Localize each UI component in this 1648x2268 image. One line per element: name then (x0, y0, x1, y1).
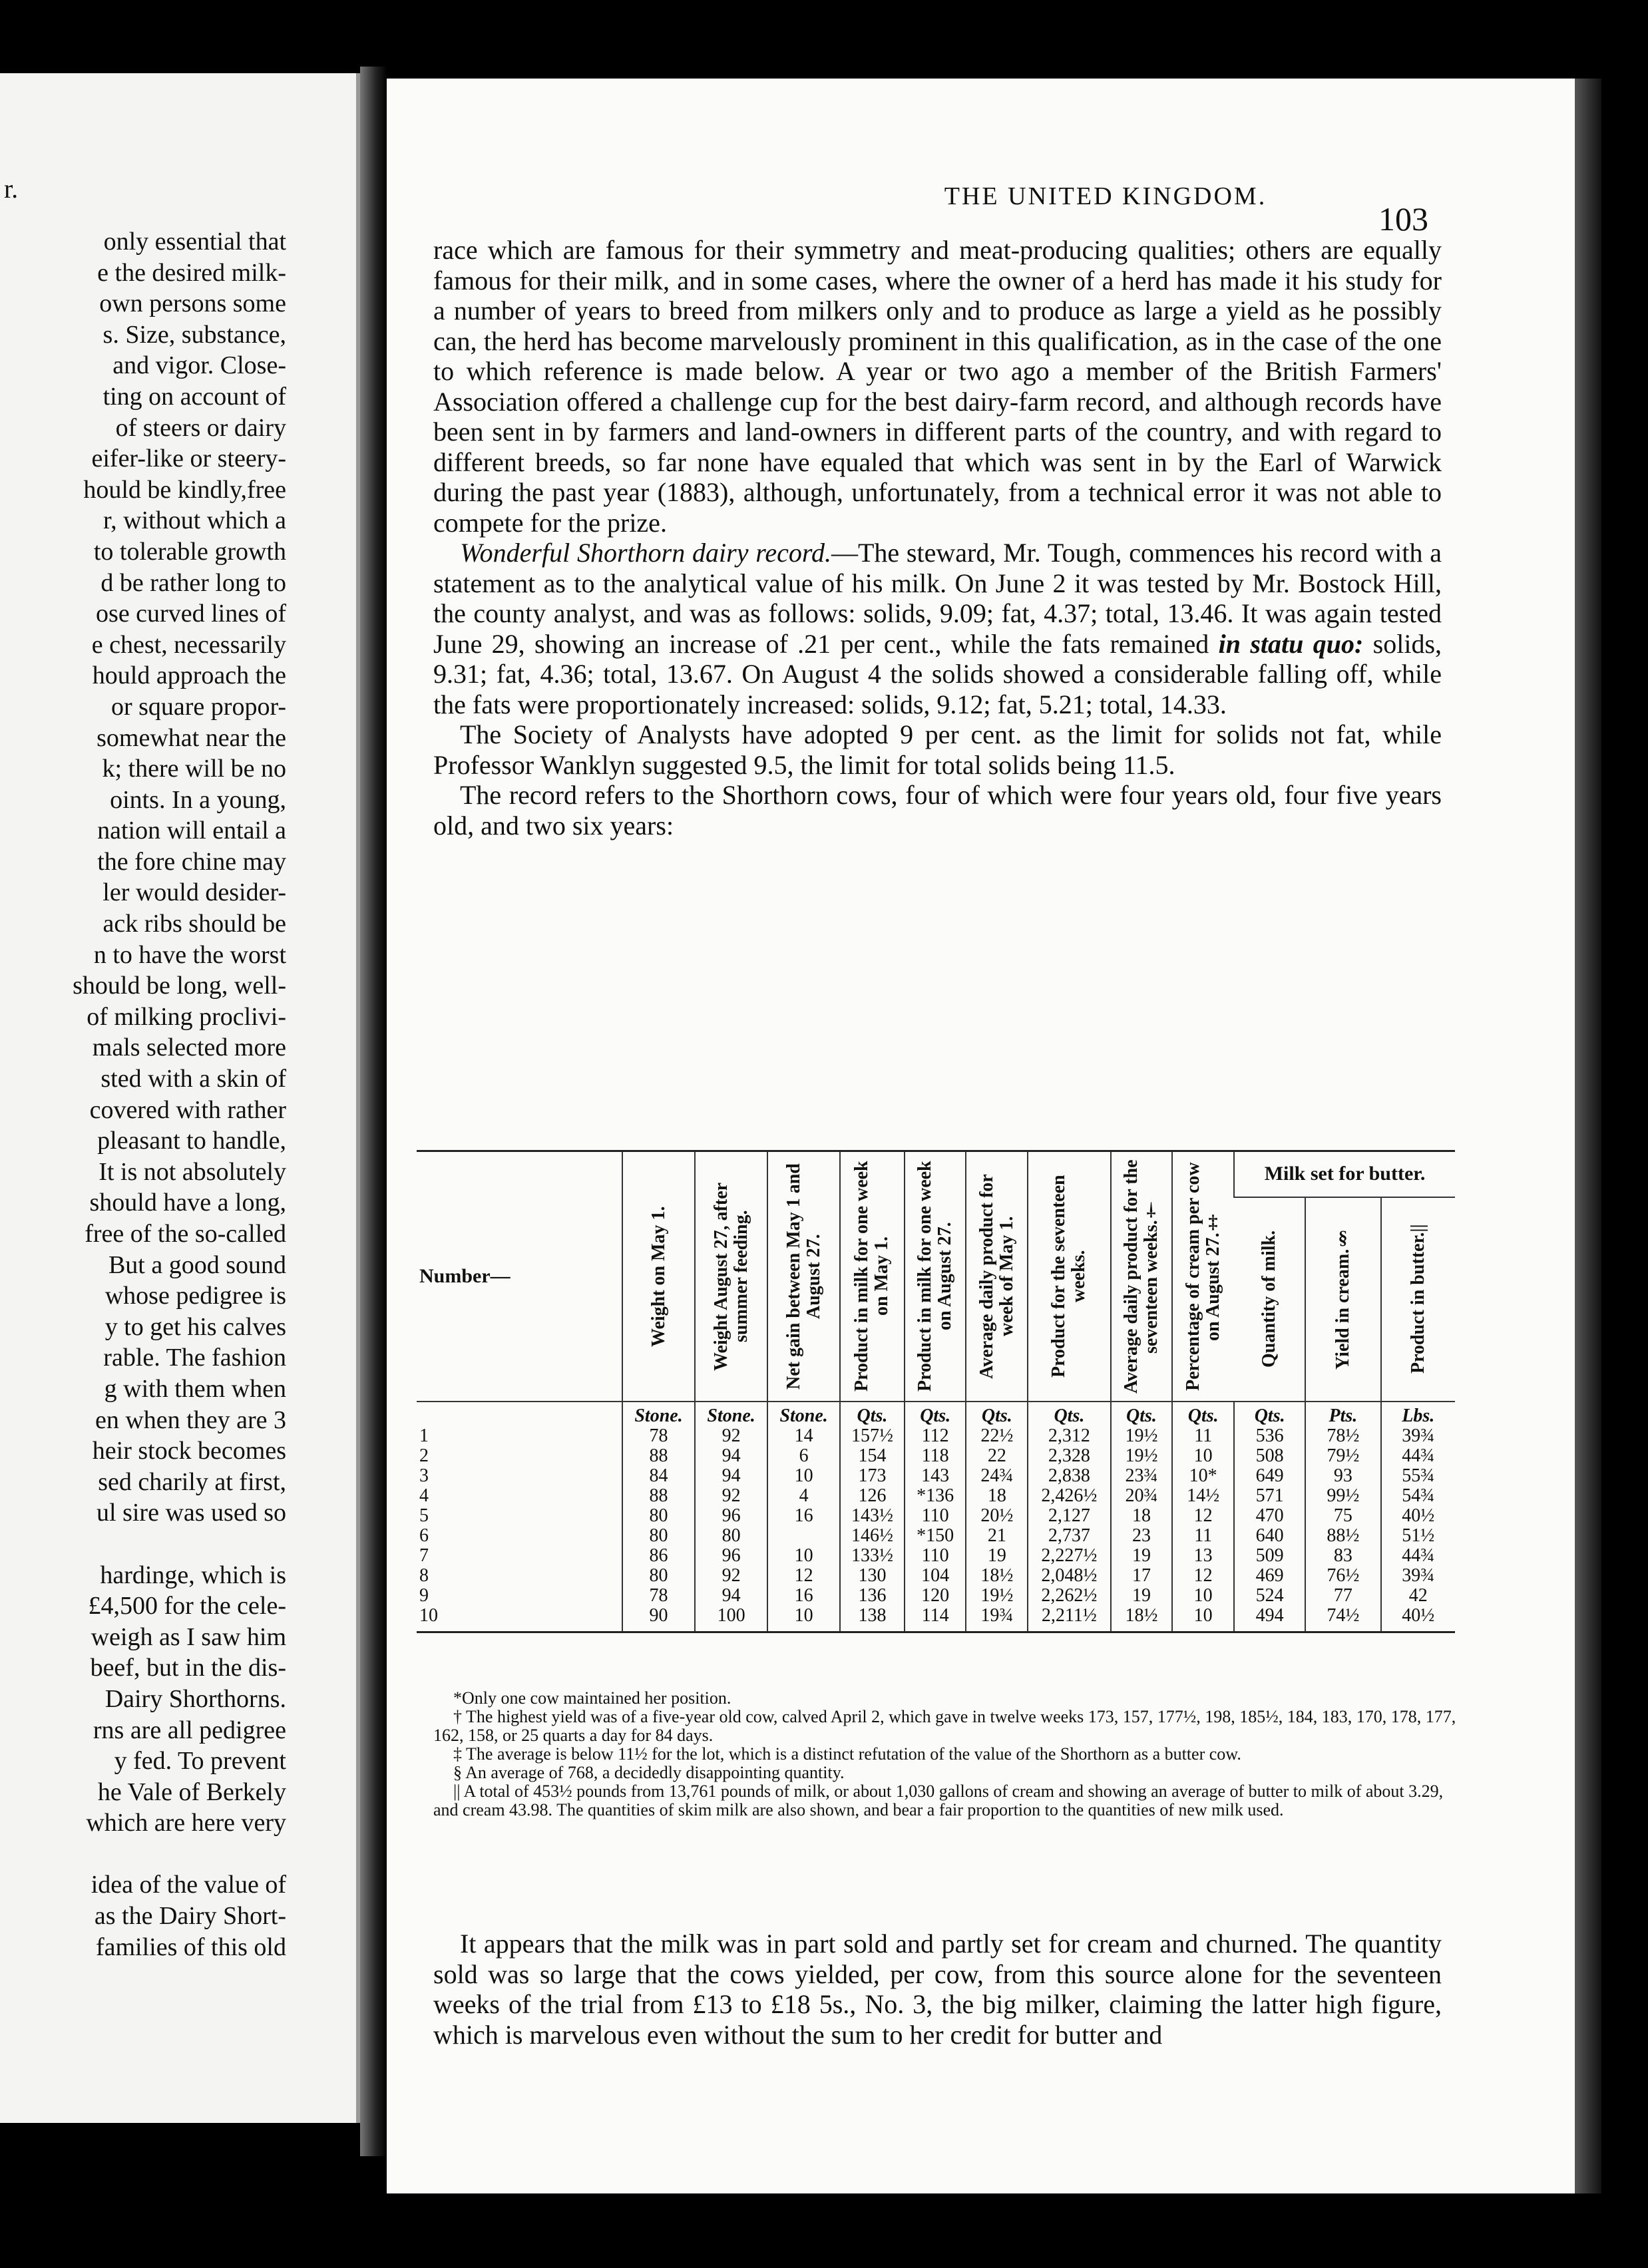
row-number: 4 (419, 1485, 429, 1506)
left-page-line: heir stock becomes (92, 1437, 286, 1465)
left-page-line: ting on account of (103, 382, 286, 411)
table-cell: 110 (905, 1546, 966, 1566)
left-page-line: Dairy Shorthorns. (104, 1684, 286, 1713)
table-cell: 12 (1172, 1506, 1234, 1526)
unit-label: Pts. (1305, 1402, 1380, 1426)
table-cell: 40½ (1381, 1506, 1455, 1526)
left-page-line: of steers or dairy (115, 413, 286, 442)
row-number: 3 (419, 1465, 429, 1486)
table-cell: 112 (905, 1426, 966, 1446)
table-cell: 19 (1111, 1586, 1173, 1606)
table-cell: 2,328 (1028, 1446, 1110, 1466)
col-header: Quantity of milk. (1234, 1197, 1305, 1402)
table-cell: 10* (1172, 1466, 1234, 1486)
row-number: 5 (419, 1505, 429, 1526)
left-page-line: y fed. To prevent (114, 1747, 286, 1776)
table-row (417, 1606, 1455, 1632)
unit-label: Qts. (1028, 1402, 1110, 1426)
table-cell: 90 (622, 1606, 695, 1632)
table-cell: 94 (695, 1586, 767, 1606)
left-page-line: idea of the value of (91, 1871, 286, 1899)
table-cell: 12 (767, 1566, 840, 1586)
left-page-line: weigh as I saw him (91, 1622, 286, 1651)
table-cell: 17 (1111, 1566, 1173, 1586)
body-text (433, 235, 1442, 841)
table-cell: 86 (622, 1546, 695, 1566)
table-row (417, 1486, 1455, 1506)
col-header: Weight August 27, after summer feeding. (695, 1151, 767, 1402)
dairy-record-table (417, 1150, 1455, 1633)
table-cell: 93 (1305, 1466, 1380, 1486)
table-cell: 18 (966, 1486, 1028, 1506)
table-row (417, 1566, 1455, 1586)
table-cell: 92 (695, 1426, 767, 1446)
table-cell: 19½ (1111, 1426, 1173, 1446)
left-page-line: own persons some (99, 289, 286, 318)
table-cell: 10 (1172, 1586, 1234, 1606)
table-cell: 10 (1172, 1606, 1234, 1632)
table-cell: 120 (905, 1586, 966, 1606)
table-cell: 14½ (1172, 1486, 1234, 1506)
left-page-line: hardinge, which is (100, 1561, 286, 1589)
table-cell: 20¾ (1111, 1486, 1173, 1506)
left-page-line: pleasant to handle, (97, 1127, 286, 1155)
table-cell: 10 (1172, 1446, 1234, 1466)
table-cell: *150 (905, 1526, 966, 1546)
col-header: Percentage of cream per cow on August 27.‡ (1172, 1151, 1234, 1402)
col-header: Weight on May 1. (622, 1151, 695, 1402)
table-cell: 84 (622, 1466, 695, 1486)
footnote: *Only one cow maintained her position. (453, 1688, 731, 1708)
table-row (417, 1466, 1455, 1486)
table-cell: 173 (840, 1466, 905, 1486)
left-page-line: should have a long, (89, 1189, 286, 1217)
table-cell: 18 (1111, 1506, 1173, 1526)
table-cell: 2,838 (1028, 1466, 1110, 1486)
table-row (417, 1506, 1455, 1526)
left-page-mark: r. (4, 174, 19, 204)
number-header: Number— (417, 1151, 622, 1402)
left-page-line: g with them when (104, 1374, 286, 1403)
table-cell: 13 (1172, 1546, 1234, 1566)
table-row (417, 1586, 1455, 1606)
left-page-line: of milking proclivi- (87, 1002, 286, 1031)
table-cell: 19½ (966, 1586, 1028, 1606)
table-cell: 14 (767, 1426, 840, 1446)
table-cell: 40½ (1381, 1606, 1455, 1632)
left-page-line: or square propor- (110, 692, 286, 721)
table-body (417, 1402, 1455, 1632)
table-cell: 20½ (966, 1506, 1028, 1526)
table-row (417, 1526, 1455, 1546)
left-page-line: hould be kindly,free (83, 475, 286, 504)
table-cell: 55¾ (1381, 1466, 1455, 1486)
left-page-line: ul sire was used so (97, 1499, 286, 1527)
closing-text (433, 1929, 1442, 2050)
left-page (0, 73, 360, 2123)
paragraph-sales: It appears that the milk was in part sold and partly set for cream and churned. The quantity sold was so large that the cows yielded, per cow, from this source alone for the seventeen weeks of the trial from £13 to £18 5s., No. 3, the big milker, claiming the latter high figure, which is marvelous even without the sum to her credit for butter and (433, 1929, 1442, 2050)
table-cell: 54¾ (1381, 1486, 1455, 1506)
table-cell: 11 (1172, 1526, 1234, 1546)
table-cell: 571 (1234, 1486, 1305, 1506)
left-page-line: n to have the worst (93, 940, 286, 969)
table-cell: 94 (695, 1446, 767, 1466)
col-header: Average daily product for week of May 1. (966, 1151, 1028, 1402)
left-page-line: ler would desider- (103, 878, 286, 907)
left-page-line: hould approach the (92, 662, 286, 690)
left-page-line: ose curved lines of (96, 600, 286, 628)
book-gutter (360, 67, 387, 2156)
table-cell: 157½ (840, 1426, 905, 1446)
table-cell: 508 (1234, 1446, 1305, 1466)
table-row (417, 1446, 1455, 1466)
left-page-line: k; there will be no (102, 755, 286, 783)
table-cell: 88 (622, 1446, 695, 1466)
table-cell: 92 (695, 1566, 767, 1586)
table-cell (767, 1526, 840, 1546)
table-cell: 10 (767, 1606, 840, 1632)
row-number: 1 (419, 1425, 429, 1446)
right-page (387, 79, 1575, 2193)
table-cell: 649 (1234, 1466, 1305, 1486)
table-cell: 42 (1381, 1586, 1455, 1606)
table-cell: 88 (622, 1486, 695, 1506)
table-cell: 96 (695, 1506, 767, 1526)
table-cell: 469 (1234, 1566, 1305, 1586)
table-cell: 143½ (840, 1506, 905, 1526)
col-header: Product for the seventeen weeks. (1028, 1151, 1110, 1402)
table-cell: 509 (1234, 1546, 1305, 1566)
left-page-line: sed charily at first, (98, 1467, 286, 1496)
table-cell: 640 (1234, 1526, 1305, 1546)
table-cell: 94 (695, 1466, 767, 1486)
units-blank (417, 1402, 622, 1426)
table-cell: 4 (767, 1486, 840, 1506)
left-page-line: rable. The fashion (103, 1344, 286, 1372)
col-header: Product in milk for one week on May 1. (840, 1151, 905, 1402)
table-cell: 44¾ (1381, 1446, 1455, 1466)
table-cell: 88½ (1305, 1526, 1380, 1546)
table-cell: 39¾ (1381, 1426, 1455, 1446)
col-header: Product in butter.|| (1381, 1197, 1455, 1402)
paragraph-analysts: The Society of Analysts have adopted 9 per cent. as the limit for solids not fat, while Professor Wanklyn suggested 9.5, the limit for total solids being 11.5. (433, 719, 1442, 780)
col-header: Average daily product for the seventeen weeks.† (1111, 1151, 1173, 1402)
table-cell: 118 (905, 1446, 966, 1466)
units-row (417, 1402, 1455, 1426)
table-cell: 80 (622, 1506, 695, 1526)
table-row (417, 1426, 1455, 1446)
table-cell: 76½ (1305, 1566, 1380, 1586)
table-cell: 23¾ (1111, 1466, 1173, 1486)
footnote: † The highest yield was of a five-year old cow, calved April 2, which gave in twelve weeks 173, 157, 177½, 198, 185½, 184, 183, 170, 178, 177, 162, 158, or 25 quarts a day for 84 days. (433, 1707, 1456, 1745)
table-cell: 51½ (1381, 1526, 1455, 1546)
row-number: 9 (419, 1585, 429, 1606)
left-page-line: beef, but in the dis- (90, 1654, 286, 1682)
table-cell: 130 (840, 1566, 905, 1586)
table-cell: 80 (622, 1526, 695, 1546)
record-heading: Wonderful Shorthorn dairy record. (460, 538, 831, 568)
left-page-line: ack ribs should be (103, 910, 286, 938)
left-page-line: s. Size, substance, (103, 320, 286, 349)
table-cell: 138 (840, 1606, 905, 1632)
left-page-line: nation will entail a (97, 817, 286, 845)
left-page-line (0, 1529, 286, 1560)
left-page-line: It is not absolutely (99, 1157, 286, 1186)
table-cell: 78 (622, 1426, 695, 1446)
left-page-line: covered with rather (89, 1095, 286, 1124)
row-number: 7 (419, 1545, 429, 1566)
left-page-line: he Vale of Berkely (97, 1778, 286, 1806)
left-page-line: mals selected more (92, 1034, 286, 1062)
table-cell: 21 (966, 1526, 1028, 1546)
left-page-line: oints. In a young, (110, 785, 286, 814)
left-page-line: e chest, necessarily (91, 630, 286, 659)
table-cell: 136 (840, 1586, 905, 1606)
left-page-line: eifer-like or steery- (91, 445, 286, 473)
left-page-line: d be rather long to (101, 568, 286, 597)
table-cell: 18½ (966, 1566, 1028, 1586)
table-cell: 22½ (966, 1426, 1028, 1446)
table-cell: 22 (966, 1446, 1028, 1466)
footnotes (433, 1689, 1458, 1819)
left-page-line: as the Dairy Short- (94, 1902, 286, 1931)
table-cell: 80 (622, 1566, 695, 1586)
table-cell: 19 (1111, 1546, 1173, 1566)
table-row (417, 1546, 1455, 1566)
table-cell: 2,211½ (1028, 1606, 1110, 1632)
col-header: Net gain between May 1 and August 27. (767, 1151, 840, 1402)
table-cell: 2,262½ (1028, 1586, 1110, 1606)
table-cell: 470 (1234, 1506, 1305, 1526)
table-cell: 19 (966, 1546, 1028, 1566)
running-title: THE UNITED KINGDOM. (944, 182, 1267, 210)
table-cell: 11 (1172, 1426, 1234, 1446)
col-header: Product in milk for one week on August 27. (905, 1151, 966, 1402)
table-cell: 18½ (1111, 1606, 1173, 1632)
left-page-line: en when they are 3 (95, 1406, 286, 1434)
unit-label: Stone. (767, 1402, 840, 1426)
table-cell: 96 (695, 1546, 767, 1566)
page-edge (1575, 79, 1601, 2193)
table-cell: 39¾ (1381, 1566, 1455, 1586)
left-page-line: only essential that (103, 228, 286, 256)
table-cell: 104 (905, 1566, 966, 1586)
left-page-line (0, 1839, 286, 1870)
table-cell: 92 (695, 1486, 767, 1506)
table-cell: 536 (1234, 1426, 1305, 1446)
table-cell: 2,227½ (1028, 1546, 1110, 1566)
left-page-line: and vigor. Close- (112, 351, 286, 380)
row-number: 6 (419, 1525, 429, 1546)
table-cell: 110 (905, 1506, 966, 1526)
row-number: 10 (417, 1606, 622, 1632)
table-cell: 80 (695, 1526, 767, 1546)
table-cell: 83 (1305, 1546, 1380, 1566)
table-cell: 146½ (840, 1526, 905, 1546)
table-cell: 6 (767, 1446, 840, 1466)
footnote: § An average of 768, a decidedly disappointing quantity. (453, 1763, 845, 1782)
table-cell: 78 (622, 1586, 695, 1606)
table-cell: 10 (767, 1466, 840, 1486)
unit-label: Qts. (966, 1402, 1028, 1426)
row-number: 2 (419, 1445, 429, 1466)
table-cell: 24¾ (966, 1466, 1028, 1486)
unit-label: Lbs. (1381, 1402, 1455, 1426)
unit-label: Qts. (1234, 1402, 1305, 1426)
table-cell: 19¾ (966, 1606, 1028, 1632)
left-page-line: families of this old (95, 1933, 286, 1961)
table-cell: 99½ (1305, 1486, 1380, 1506)
left-page-line: £4,500 for the cele- (88, 1592, 286, 1620)
col-header: Yield in cream.§ (1305, 1197, 1380, 1402)
left-page-line: y to get his calves (104, 1312, 286, 1341)
left-page-line: r, without which a (103, 506, 286, 535)
paragraph-intro: race which are famous for their symmetry and meat-producing qualities; others are equally famous for their milk, and in some cases, where the owner of a herd has made it his study for a number of years to breed from milkers only and to produce as large a yield as he possibly can, the herd has become marvelously prominent in this qualification, as in the case of the one to which reference is made below. A year or two ago a member of the British Farmers' Association offered a challenge cup for the best dairy-farm record, and although records have been sent in by farmers and land-owners in different parts of the country, and with regard to different breeds, so far none have equaled that which was sent in by the Earl of Warwick during the past year (1883), although, unfortunately, from a technical error it was not able to compete for the prize. (433, 235, 1442, 538)
paragraph-cows: The record refers to the Shorthorn cows, four of which were four years old, four five years old, and two six years: (433, 780, 1442, 841)
table-cell: 154 (840, 1446, 905, 1466)
table-cell: 114 (905, 1606, 966, 1632)
left-page-line: But a good sound (108, 1250, 286, 1279)
table-cell: 126 (840, 1486, 905, 1506)
table-cell: *136 (905, 1486, 966, 1506)
left-page-line: should be long, well- (73, 972, 286, 1000)
table-cell: 44¾ (1381, 1546, 1455, 1566)
left-page-line: sted with a skin of (101, 1065, 286, 1093)
left-page-line: to tolerable growth (93, 537, 286, 566)
unit-label: Stone. (695, 1402, 767, 1426)
footnote: || A total of 453½ pounds from 13,761 pounds of milk, or about 1,030 gallons of cream and showing an average of butter to milk of about 3.29, and cream 43.98. The quantities of skim milk are also shown, and bear a fair proportion to the quantities of new milk used. (433, 1782, 1444, 1819)
table-cell: 524 (1234, 1586, 1305, 1606)
table-cell: 78½ (1305, 1426, 1380, 1446)
table-cell: 12 (1172, 1566, 1234, 1586)
left-page-line: the fore chine may (97, 847, 286, 876)
table-cell: 2,048½ (1028, 1566, 1110, 1586)
table-cell: 19½ (1111, 1446, 1173, 1466)
table-cell: 143 (905, 1466, 966, 1486)
left-page-line: e the desired milk- (97, 258, 286, 287)
table-cell: 2,426½ (1028, 1486, 1110, 1506)
table-cell: 16 (767, 1586, 840, 1606)
unit-label: Qts. (1172, 1402, 1234, 1426)
unit-label: Qts. (840, 1402, 905, 1426)
table-cell: 77 (1305, 1586, 1380, 1606)
table-cell: 79½ (1305, 1446, 1380, 1466)
left-page-line: somewhat near the (97, 723, 286, 752)
table-cell: 2,312 (1028, 1426, 1110, 1446)
page-number: 103 (1378, 200, 1428, 238)
table-cell: 2,127 (1028, 1506, 1110, 1526)
table-cell: 494 (1234, 1606, 1305, 1632)
left-page-text (0, 226, 286, 1963)
left-page-line: which are here very (86, 1809, 286, 1837)
left-page-line: free of the so-called (85, 1220, 286, 1248)
left-page-line: rns are all pedigree (93, 1716, 286, 1744)
table-cell: 133½ (840, 1546, 905, 1566)
left-page-line: whose pedigree is (104, 1282, 286, 1310)
table-cell: 23 (1111, 1526, 1173, 1546)
table-cell: 74½ (1305, 1606, 1380, 1632)
table-cell: 100 (695, 1606, 767, 1632)
group-header: Milk set for butter. (1234, 1151, 1455, 1197)
table-cell: 75 (1305, 1506, 1380, 1526)
table-cell: 2,737 (1028, 1526, 1110, 1546)
unit-label: Stone. (622, 1402, 695, 1426)
unit-label: Qts. (1111, 1402, 1173, 1426)
table-cell: 16 (767, 1506, 840, 1526)
paragraph-record: Wonderful Shorthorn dairy record.—The steward, Mr. Tough, commences his record with a statement as to the analytical value of his milk. On June 2 it was tested by Mr. Bostock Hill, the county analyst, and was as follows: solids, 9.09; fat, 4.37; total, 13.46. It was again tested June 29, showing an increase of .21 per cent., while the fats remained in statu quo: solids, 9.31; fat, 4.36; total, 13.67. On August 4 the solids showed a considerable falling off, while the fats were proportionately increased: solids, 9.12; fat, 5.21; total, 14.33. (433, 538, 1442, 719)
row-number: 8 (419, 1565, 429, 1586)
table-cell: 10 (767, 1546, 840, 1566)
unit-label: Qts. (905, 1402, 966, 1426)
footnote: ‡ The average is below 11½ for the lot, which is a distinct refutation of the value of the Shorthorn as a butter cow. (453, 1744, 1241, 1764)
